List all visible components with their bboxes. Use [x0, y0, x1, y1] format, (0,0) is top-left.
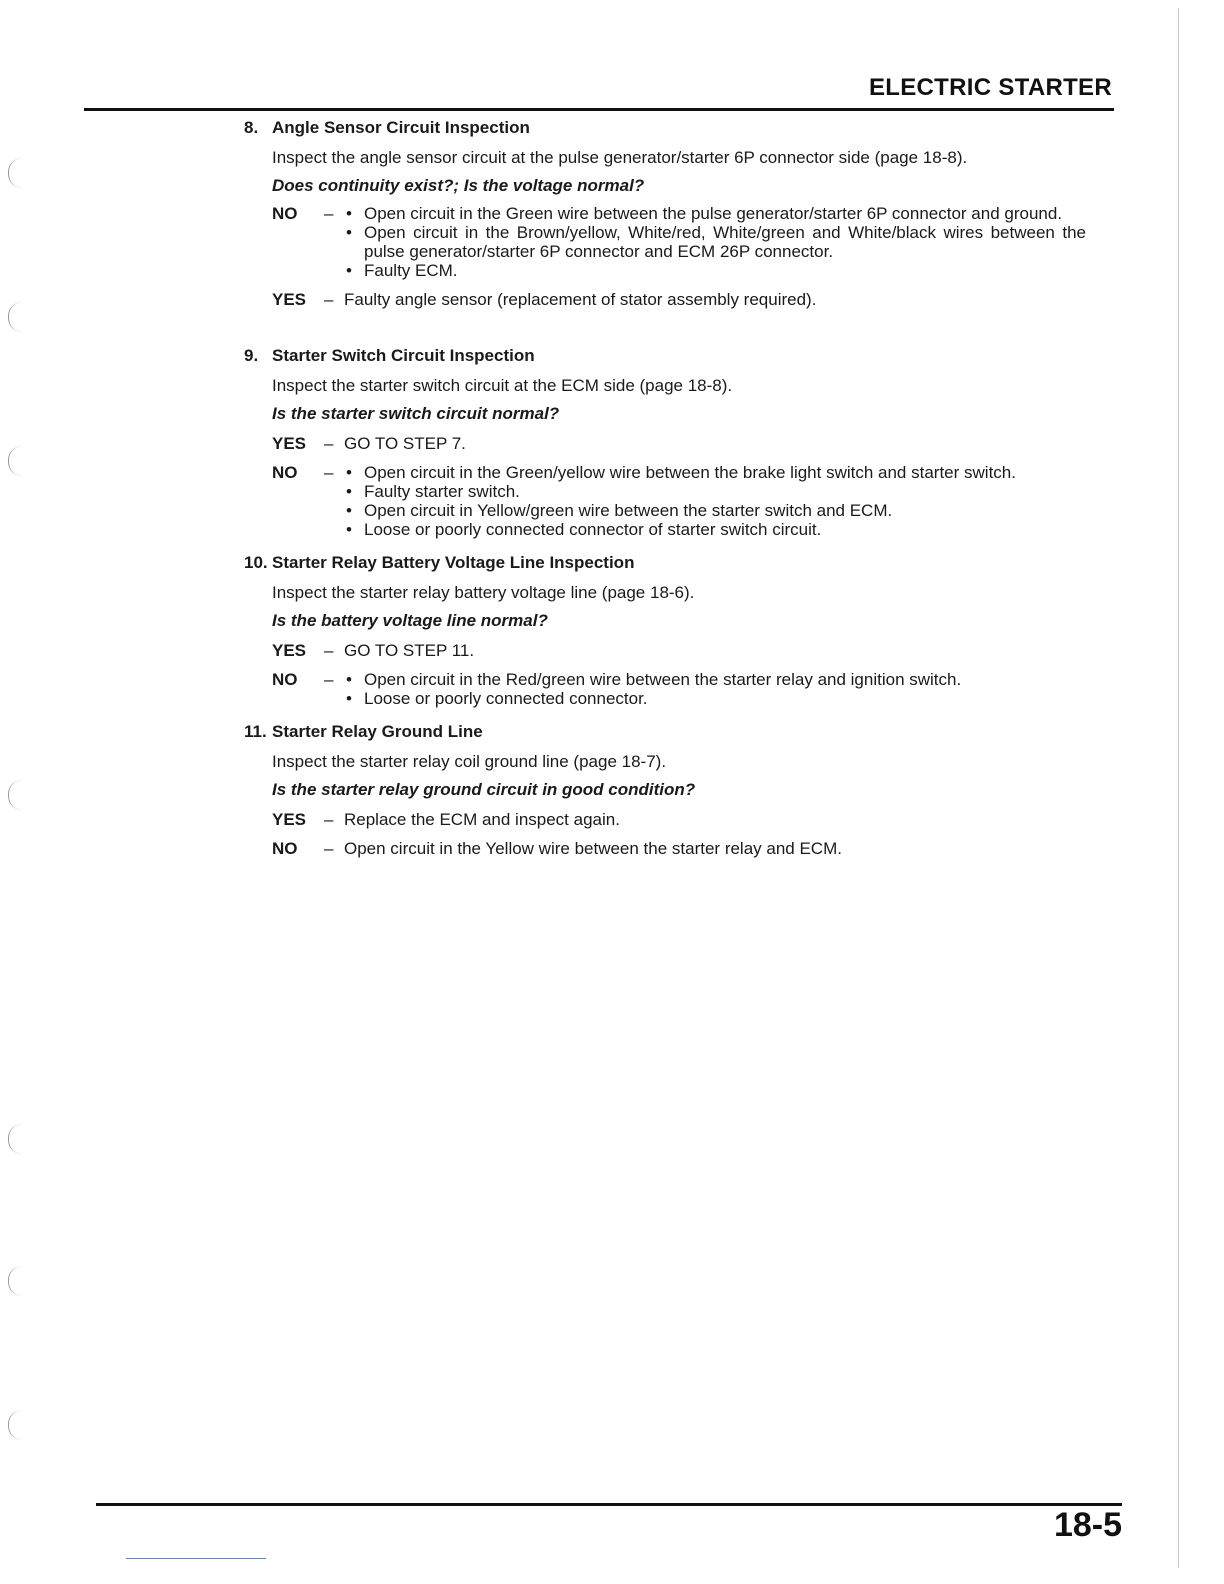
cause-item: • Open circuit in the Brown/yellow, White/red, White/green and White/black wires between the pulse generator/starter 6P connector and ECM 26P connector. [344, 223, 1086, 261]
section-instruction: Inspect the starter relay battery voltage line (page 18-6). [272, 583, 695, 602]
answer-text: Faulty angle sensor (replacement of stator assembly required). [344, 290, 817, 309]
cause-item: • Open circuit in the Red/green wire between the starter relay and ignition switch. [344, 670, 961, 689]
answer-dash: – [324, 204, 334, 223]
answer-yes [272, 641, 1124, 660]
answer-dash: – [324, 434, 334, 453]
cause-item: • Faulty starter switch. [344, 482, 1016, 501]
answer-text: Open circuit in the Yellow wire between the starter relay and ECM. [344, 839, 842, 858]
section-instruction: Inspect the starter switch circuit at the ECM side (page 18-8). [272, 376, 733, 395]
section-heading [244, 722, 1124, 744]
footer-rule [96, 1503, 1122, 1506]
page-edge-line [1178, 8, 1179, 1568]
answer-label: YES [272, 434, 307, 453]
answer-label: YES [272, 290, 307, 309]
answer-text: GO TO STEP 7. [344, 434, 466, 453]
section-question: Is the battery voltage line normal? [272, 611, 548, 630]
section-title: Angle Sensor Circuit Inspection [272, 118, 530, 137]
section-question: Does continuity exist?; Is the voltage normal? [272, 176, 645, 195]
binding-hole-mark [8, 158, 23, 188]
answer-label: NO [272, 670, 298, 689]
answer-yes [272, 434, 1124, 453]
answer-dash: – [324, 670, 334, 689]
answer-label: NO [272, 463, 298, 482]
cause-item: • Open circuit in Yellow/green wire between the starter switch and ECM. [344, 501, 1016, 520]
answer-yes [272, 810, 1124, 829]
binding-hole-mark [8, 1266, 23, 1296]
page-header-title: ELECTRIC STARTER [868, 74, 1112, 101]
answer-text: Replace the ECM and inspect again. [344, 810, 620, 829]
answer-cause-list [344, 204, 1086, 280]
section-title: Starter Relay Ground Line [272, 722, 483, 741]
section-starter-switch [244, 346, 1124, 539]
binding-hole-mark [8, 446, 23, 476]
answer-no [272, 463, 1124, 539]
section-question: Is the starter switch circuit normal? [272, 404, 560, 423]
section-heading [244, 346, 1124, 368]
section-relay-ground-line [244, 722, 1124, 858]
section-number: 9. [244, 346, 259, 365]
answer-no [272, 204, 1124, 280]
answer-dash: – [324, 290, 334, 309]
page-number: 18-5 [1053, 1506, 1122, 1544]
cause-item: • Open circuit in the Green wire between the pulse generator/starter 6P connector and ground. [344, 204, 1086, 223]
section-question: Is the starter relay ground circuit in good condition? [272, 780, 696, 799]
section-number: 11. [244, 722, 267, 741]
answer-text: GO TO STEP 11. [344, 641, 475, 660]
section-number: 8. [244, 118, 259, 137]
section-relay-battery-line [244, 553, 1124, 708]
binding-hole-mark [8, 780, 23, 810]
section-title: Starter Switch Circuit Inspection [272, 346, 535, 365]
cause-item: • Loose or poorly connected connector of starter switch circuit. [344, 520, 1016, 539]
answer-no [272, 670, 1124, 708]
section-title: Starter Relay Battery Voltage Line Inspection [272, 553, 635, 572]
cause-item: • Open circuit in the Green/yellow wire between the brake light switch and starter switch. [344, 463, 1016, 482]
binding-hole-mark [8, 1124, 23, 1154]
answer-cause-list [344, 670, 961, 708]
binding-hole-mark [8, 302, 23, 332]
answer-dash: – [324, 463, 334, 482]
answer-yes [272, 290, 1124, 309]
section-heading [244, 553, 1124, 575]
header-rule [84, 108, 1114, 111]
answer-cause-list [344, 463, 1016, 539]
answer-dash: – [324, 810, 334, 829]
cause-item: • Faulty ECM. [344, 261, 1086, 280]
section-number: 10. [244, 553, 268, 572]
answer-label: YES [272, 810, 307, 829]
scan-artifact-line [126, 1558, 266, 1559]
section-instruction: Inspect the angle sensor circuit at the pulse generator/starter 6P connector side (page 18-8). [272, 148, 968, 167]
cause-item: • Loose or poorly connected connector. [344, 689, 961, 708]
answer-label: YES [272, 641, 307, 660]
binding-hole-mark [8, 1410, 23, 1440]
answer-dash: – [324, 839, 334, 858]
section-heading [244, 118, 1124, 140]
answer-label: NO [272, 839, 298, 858]
section-angle-sensor [244, 118, 1124, 309]
section-instruction: Inspect the starter relay coil ground line (page 18-7). [272, 752, 667, 771]
answer-dash: – [324, 641, 334, 660]
answer-no [272, 839, 1124, 858]
answer-label: NO [272, 204, 298, 223]
